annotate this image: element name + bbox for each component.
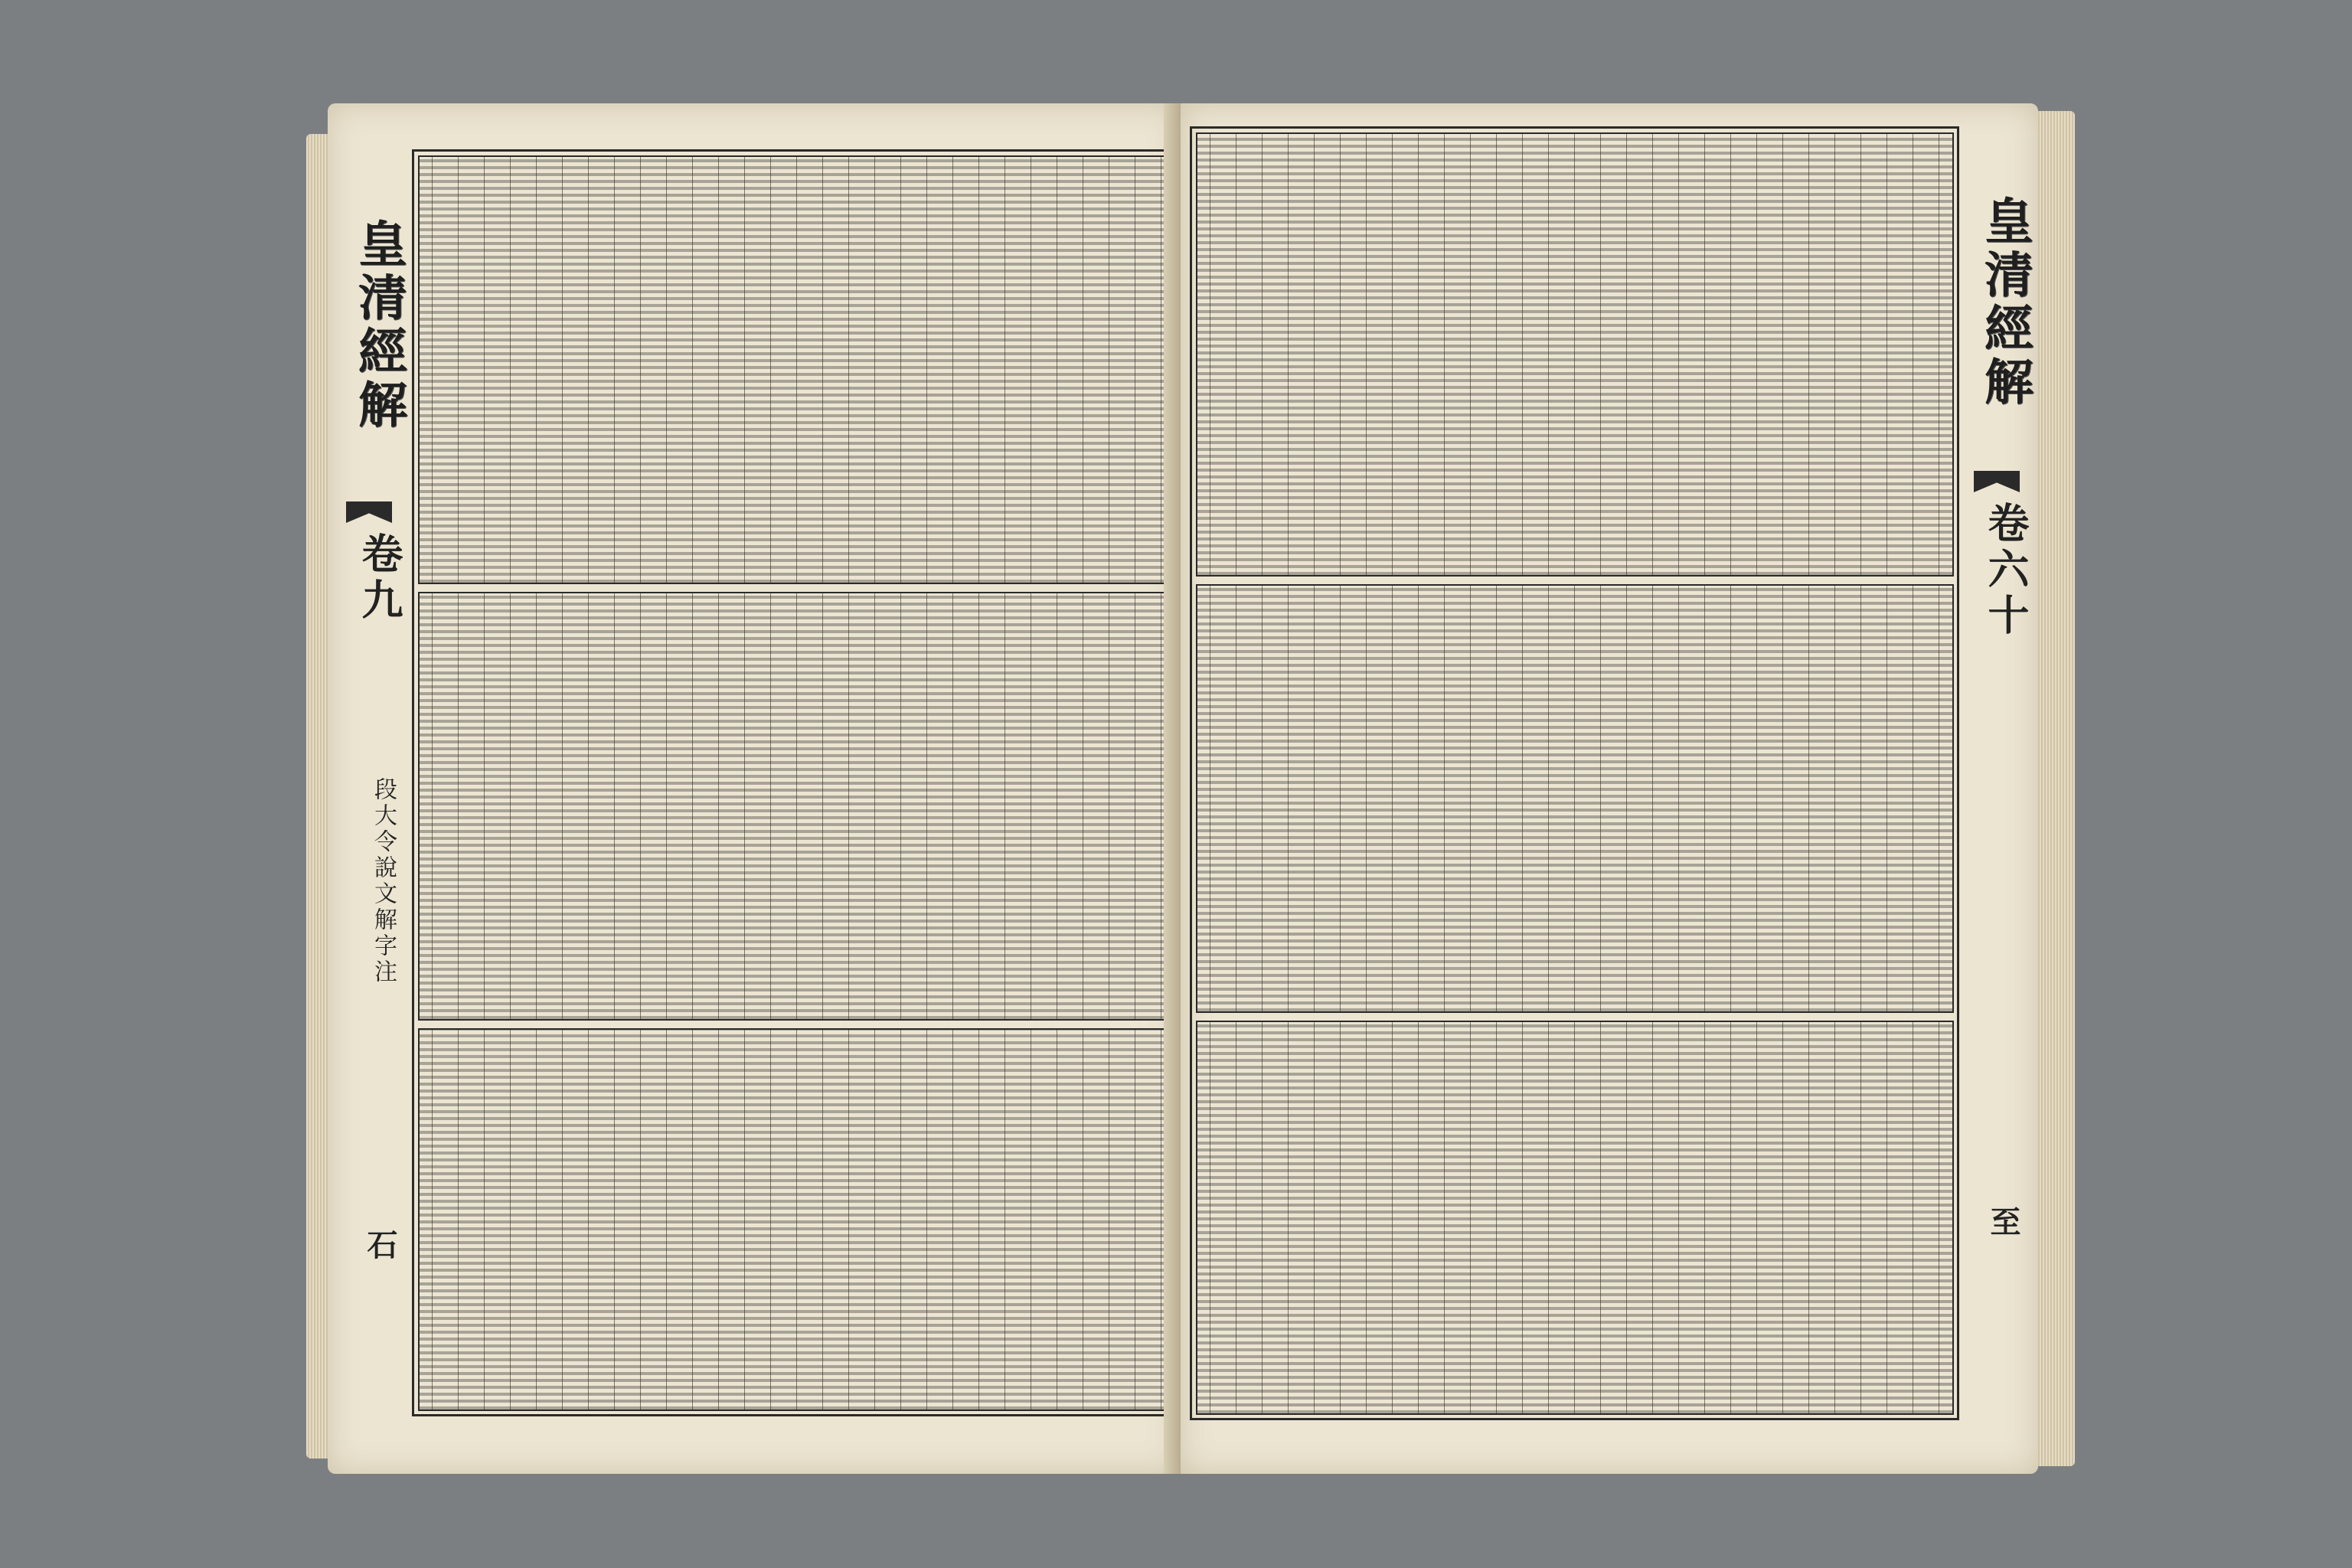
left-page: [328, 103, 1179, 1474]
left-fishtail-mark: [346, 501, 392, 523]
right-text-register-middle: [1196, 584, 1954, 1013]
right-page-edges: [2037, 111, 2075, 1466]
right-page-number: 至: [1985, 1206, 2021, 1241]
right-text-register-top: [1196, 132, 1954, 577]
left-author-line: 段大令說文解字注: [370, 777, 397, 985]
left-page-number: 石: [362, 1229, 398, 1264]
left-spine-title: 皇清經解: [350, 218, 407, 433]
right-fishtail-mark: [1974, 471, 2020, 492]
right-volume-label: 卷六十: [1981, 501, 2030, 639]
right-page: [1181, 103, 2038, 1474]
left-text-register-bottom: [418, 1028, 1168, 1411]
right-text-register-bottom: [1196, 1021, 1954, 1415]
open-book: [306, 80, 2075, 1501]
left-text-register-top: [418, 155, 1168, 584]
left-volume-label: 卷九: [355, 532, 404, 624]
left-text-register-middle: [418, 592, 1168, 1021]
right-spine-title: 皇清經解: [1976, 195, 2034, 410]
